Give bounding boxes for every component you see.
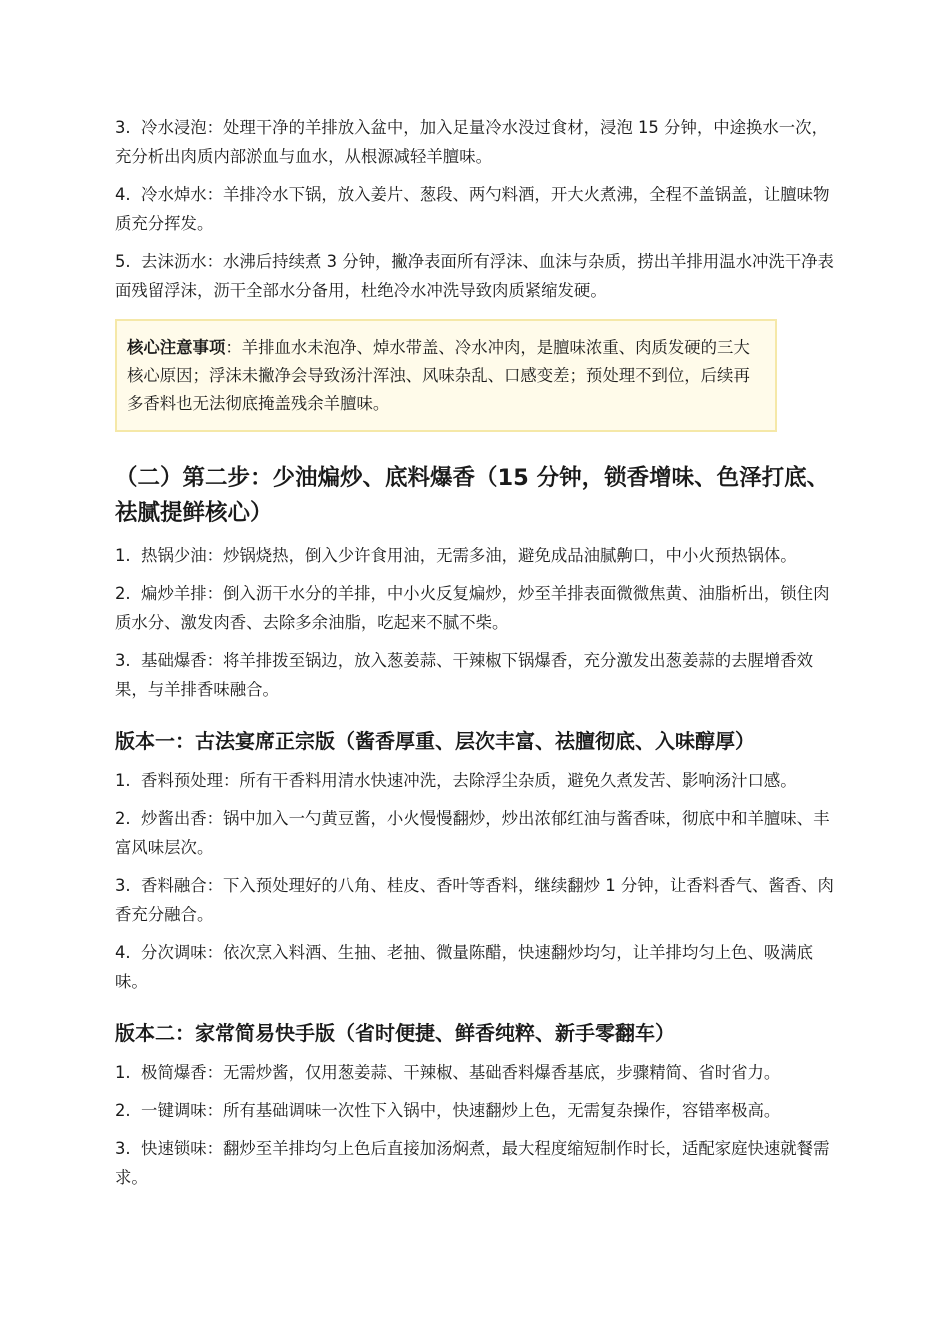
v2-step-simple-aromatics: 1. 极简爆香：无需炒酱，仅用葱姜蒜、干辣椒、基础香料爆香基底，步骤精简、省时省力。 — [115, 1063, 781, 1082]
step-heat-oil: 1. 热锅少油：炒锅烧热，倒入少许食用油，无需多油，避免成品油腻齁口，中小火预热锅体。 — [115, 546, 797, 565]
step-blanch: 4. 冷水焯水：羊排冷水下锅，放入姜片、葱段、两勺料酒，开大火煮沸，全程不盖锅盖，让膻味物质充分挥发。 — [115, 185, 830, 233]
v2-step-quick-braise: 3. 快速锁味：翻炒至羊排均匀上色后直接加汤焖煮，最大程度缩短制作时长，适配家庭快速就餐需求。 — [115, 1139, 830, 1187]
step-skim-drain: 5. 去沫沥水：水沸后持续煮 3 分钟，撇净表面所有浮沫、血沫与杂质，捞出羊排用温水冲洗干净表面残留浮沫，沥干全部水分备用，杜绝冷水冲洗导致肉质紧缩发硬。 — [115, 252, 834, 300]
section-heading-step2: （二）第二步：少油煸炒、底料爆香（15 分钟，锁香增味、色泽打底、祛腻提鲜核心） — [115, 465, 830, 526]
v1-step-spice-prep: 1. 香料预处理：所有干香料用清水快速冲洗，去除浮尘杂质，避免久煮发苦、影响汤汁口感。 — [115, 771, 797, 790]
v2-step-one-shot-seasoning: 2. 一键调味：所有基础调味一次性下入锅中，快速翻炒上色，无需复杂操作，容错率极高。 — [115, 1101, 781, 1120]
v1-step-seasoning: 4. 分次调味：依次烹入料酒、生抽、老抽、微量陈醋，快速翻炒均匀，让羊排均匀上色、吸满底味。 — [115, 943, 814, 991]
v1-step-spice-blend: 3. 香料融合：下入预处理好的八角、桂皮、香叶等香料，继续翻炒 1 分钟，让香料香气、酱香、肉香充分融合。 — [115, 876, 834, 924]
v1-step-fry-sauce: 2. 炒酱出香：锅中加入一勺黄豆酱，小火慢慢翻炒，炒出浓郁红油与酱香味，彻底中和羊膻味、丰富风味层次。 — [115, 809, 830, 857]
step-stir-fry-lamb: 2. 煸炒羊排：倒入沥干水分的羊排，中小火反复煸炒，炒至羊排表面微微焦黄、油脂析出，锁住肉质水分、激发肉香、去除多余油脂，吃起来不腻不柴。 — [115, 584, 830, 632]
key-notes-box — [115, 319, 777, 432]
version2-heading: 版本二：家常简易快手版（省时便捷、鲜香纯粹、新手零翻车） — [115, 1021, 675, 1045]
key-notes-text: ：羊排血水未泡净、焯水带盖、冷水冲肉，是膻味浓重、肉质发硬的三大核心原因；浮沫未撇净会导致汤汁浑浊、风味杂乱、口感变差；预处理不到位，后续再多香料也无法彻底掩盖残余羊膻味。 — [127, 338, 750, 413]
step-basic-aromatics: 3. 基础爆香：将羊排拨至锅边，放入葱姜蒜、干辣椒下锅爆香，充分激发出葱姜蒜的去腥增香效果，与羊排香味融合。 — [115, 651, 814, 699]
key-notes-label: 核心注意事项 — [127, 338, 226, 357]
step-soak: 3. 冷水浸泡：处理干净的羊排放入盆中，加入足量冷水没过食材，浸泡 15 分钟，中途换水一次，充分析出肉质内部淤血与血水，从根源减轻羊膻味。 — [115, 118, 828, 166]
version1-heading: 版本一：古法宴席正宗版（酱香厚重、层次丰富、祛膻彻底、入味醇厚） — [115, 729, 755, 753]
document-content — [115, 113, 835, 1201]
